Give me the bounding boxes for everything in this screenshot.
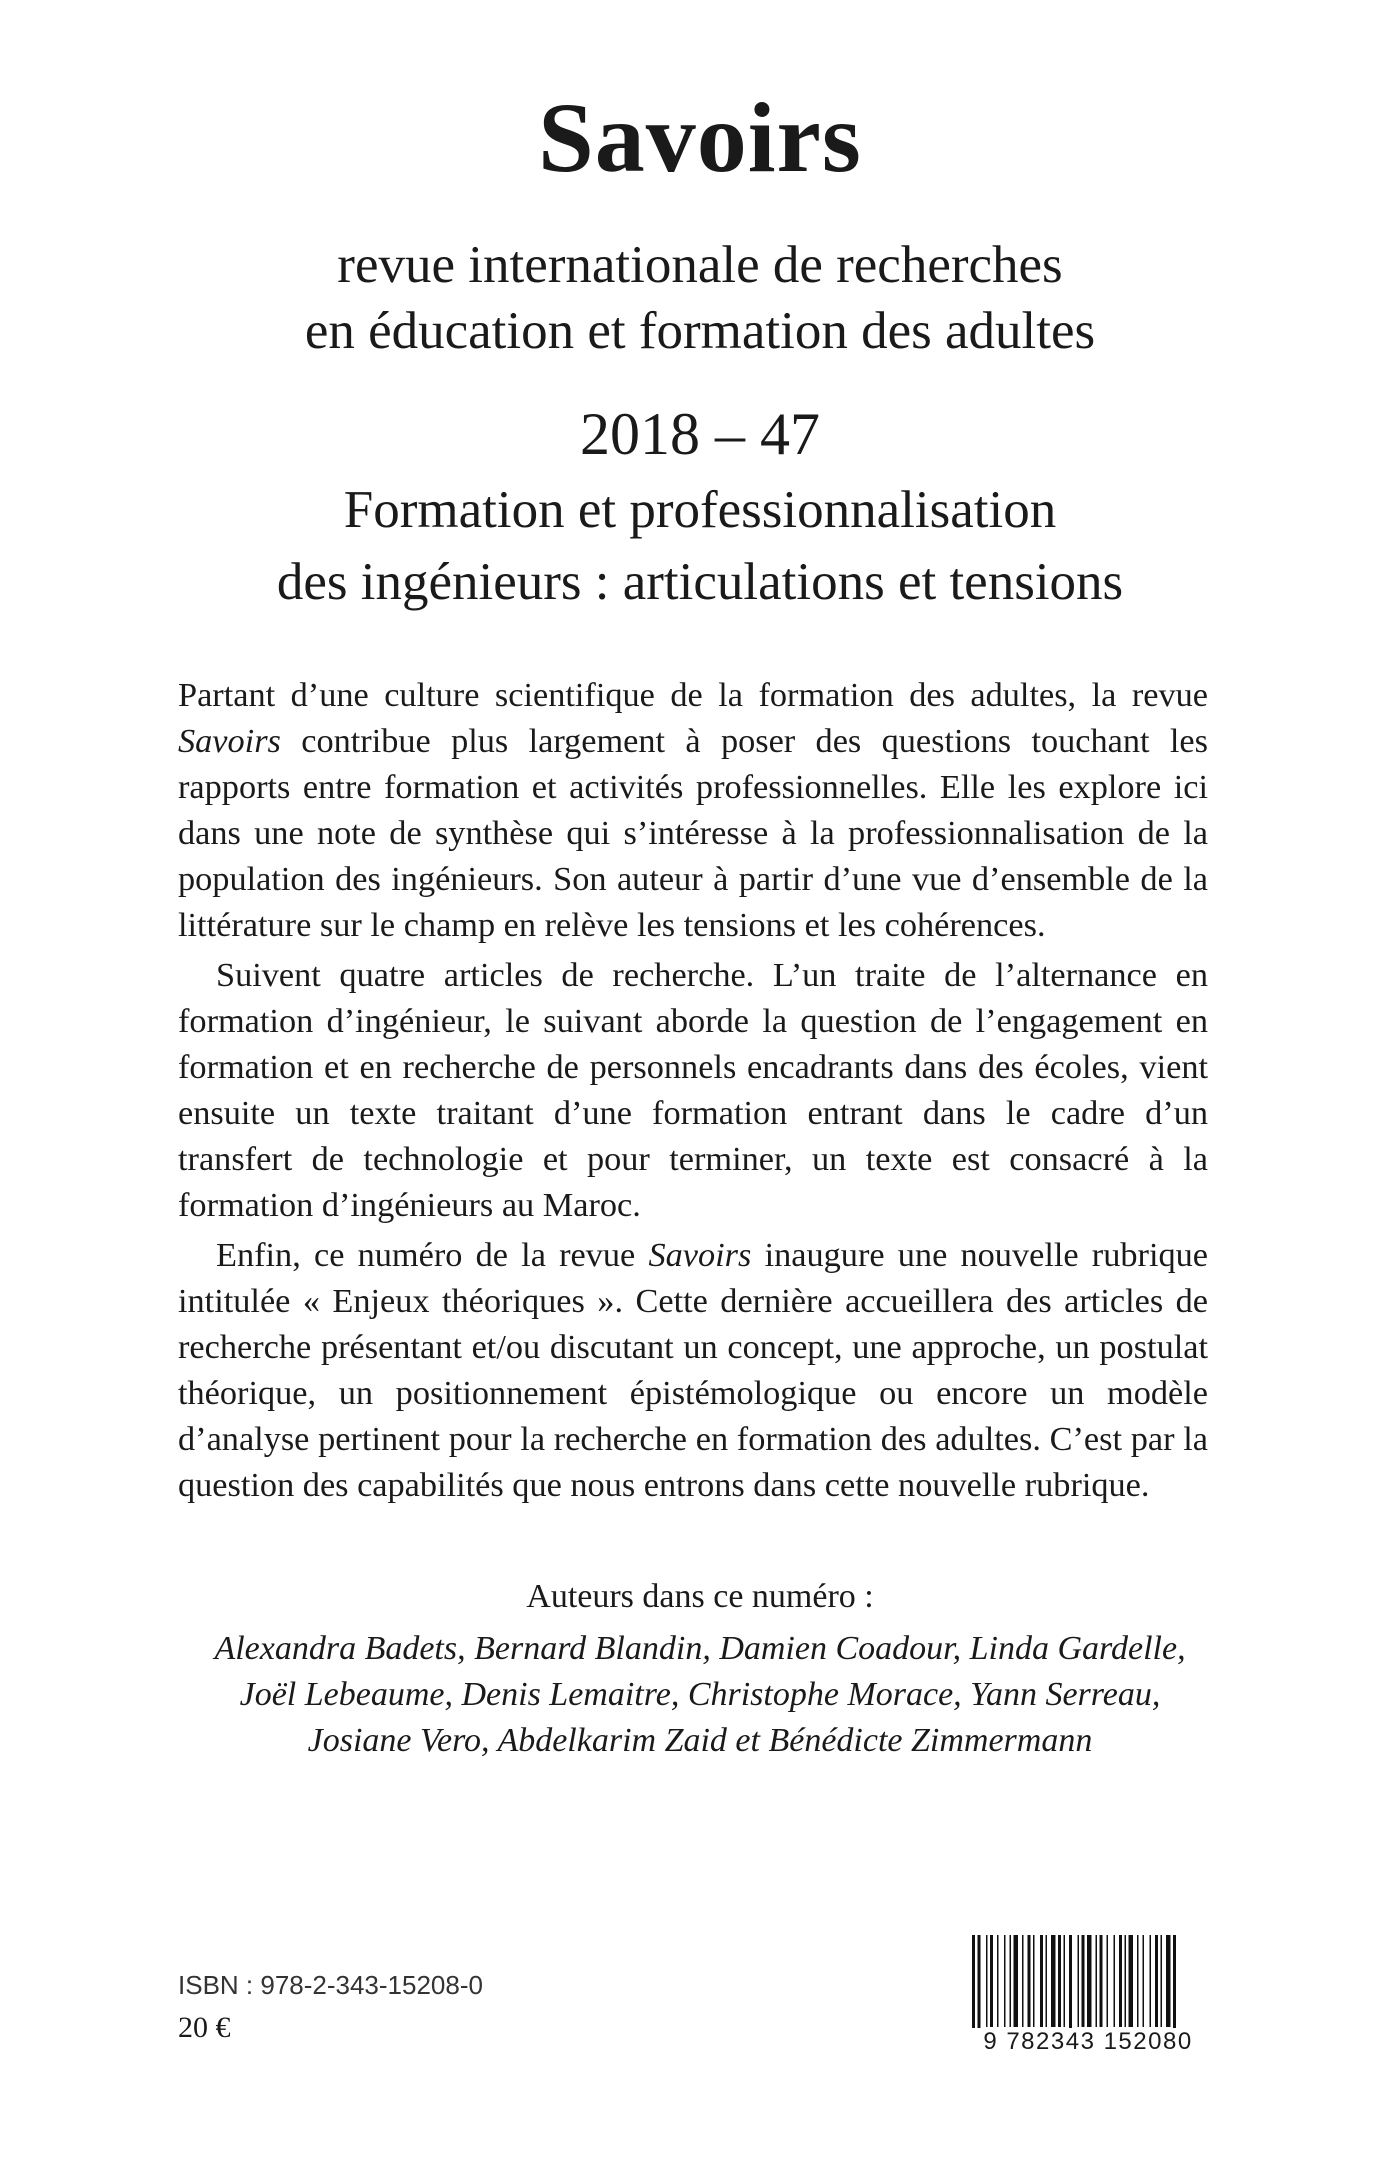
barcode-bar [1100,1935,1103,2027]
journal-subtitle [0,232,1400,364]
theme-line-1: Formation et professionnalisation [343,481,1057,539]
authors-line-1: Alexandra Badets, Bernard Blandin, Damien Coadour, Linda Gardelle, [214,1630,1186,1667]
barcode-bar [1046,1935,1048,2027]
price: 20 € [178,2011,231,2044]
journal-name-italic: Savoirs [178,722,281,760]
barcode-bar [1082,1935,1085,2027]
theme-line-2: des ingénieurs : articulations et tensions [276,553,1124,611]
barcode-bar [1129,1935,1134,2027]
barcode-bar [1125,1935,1127,2027]
authors-list [0,1626,1400,1764]
barcode-bar [1040,1935,1043,2027]
issue-theme [0,474,1400,618]
barcode-bar [1143,1935,1145,2027]
barcode-bar [1137,1935,1139,2027]
barcode-bar [1119,1935,1122,2027]
barcode-bar [997,1935,999,2027]
barcode-bar [1150,1935,1152,2027]
paragraph-2: Suivent quatre articles de recherche. L’un traite de l’alternance en formation d’ingénieur, le suivant aborde la question de l’engagement en formation et en recherche de personnels encadrants dans des écoles, vient ensuite un texte traitant d’une formation entrant dans le cadre d’un transfert de technologie et pour terminer, un texte est consacré à la formation d’ingénieurs au Maroc. [178,956,1208,1224]
barcode-bar [1004,1935,1006,2027]
paragraph-3: Enfin, ce numéro de la revue Savoirs inaugure une nouvelle rubrique intitulée « Enjeux théoriques ». Cette dernière accueillera des articles de recherche présentant et/ou discutant un concept, une approche, un postulat théorique, un positionnement épistémologique ou encore un modèle d’analyse pertinent pour la recherche en formation des adultes. C’est par la question des capabilités que nous entrons dans cette nouvelle rubrique. [178,1236,1208,1504]
issue-number: 2018 – 47 [580,401,820,467]
authors-line-2: Joël Lebeaume, Denis Lemaitre, Christophe Morace, Yann Serreau, [239,1676,1161,1713]
barcode-bar [1028,1935,1031,2027]
barcode-bar [1166,1935,1171,2027]
barcode-bar [1161,1935,1163,2027]
barcode-bar [1010,1935,1012,2027]
description-text [178,672,1208,1512]
journal-title: Savoirs [538,82,862,193]
barcode-bar [1096,1935,1098,2027]
paragraph-1: Partant d’une culture scientifique de la formation des adultes, la revue Savoirs contribue plus largement à poser des questions touchant les rapports entre formation et activités professionnelles. Elle les explore ici dans une note de synthèse qui s’intéresse à la professionnalisation de la population des ingénieurs. Son auteur à partir d’une vue d’ensemble de la littérature sur le champ en relève les tensions et les cohérences. [178,676,1208,944]
journal-name-italic: Savoirs [648,1236,752,1274]
barcode-bar [1114,1935,1116,2027]
barcode-bar [1078,1935,1080,2027]
barcode-bar [1064,1935,1066,2027]
barcode-bar [1014,1935,1019,2027]
barcode-bar [1107,1935,1109,2027]
authors-line-3: Josiane Vero, Abdelkarim Zaid et Bénédicte Zimmermann [307,1722,1093,1759]
subtitle-line-1: revue internationale de recherches [337,236,1063,294]
authors-heading: Auteurs dans ce numéro : [526,1578,874,1615]
barcode-bar [1155,1935,1158,2027]
barcode-digits: 9 782343 152080 [968,2028,1208,2056]
barcode-bar [1022,1935,1024,2027]
subtitle-line-2: en éducation et formation des adultes [304,302,1096,360]
barcode-bar [1051,1935,1056,2027]
barcode-bar [990,1935,993,2027]
isbn: ISBN : 978-2-343-15208-0 [178,1970,483,2000]
barcode-bar [1087,1935,1092,2027]
barcode-bar [986,1935,988,2027]
barcode-bar [1058,1935,1061,2027]
barcode-bar [1033,1935,1035,2027]
